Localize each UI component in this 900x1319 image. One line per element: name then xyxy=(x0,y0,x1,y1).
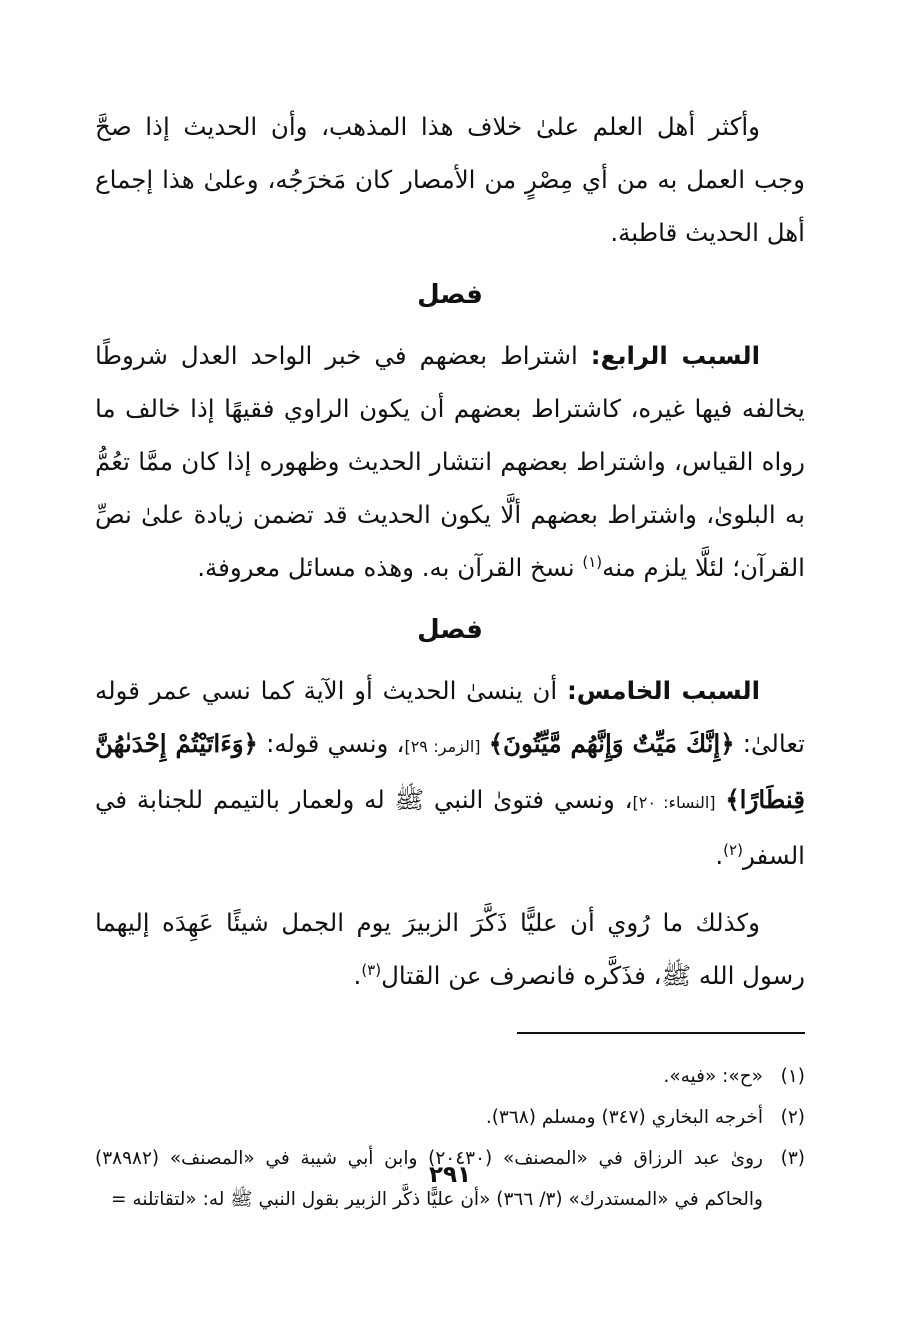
footnote-ref-3[interactable]: (٣) xyxy=(361,961,382,979)
fifth-reason-text-2: ، ونسي قوله: xyxy=(257,729,405,758)
footnote-item xyxy=(95,1097,805,1138)
quran-verse-2: ﴿وَءَاتَيْتُمْ إِحْدَىٰهُنَّ قِنطَارًا﴾ xyxy=(95,729,805,814)
verse-reference-2: [النساء: ٢٠] xyxy=(632,793,716,812)
fifth-reason-text-end: . xyxy=(715,841,724,870)
fifth-reason-text-3: ، ونسي فتوىٰ النبي ﷺ له ولعمار بالتيمم للجنابة في السفر xyxy=(95,785,805,870)
section-heading-1: فصل xyxy=(417,280,483,310)
footnotes-list xyxy=(95,1056,805,1220)
footnote-text: روىٰ عبد الرزاق في «المصنف» (٢٠٤٣٠) وابن أبي شيبة في «المصنف» (٣٨٩٨٢) والحاكم في «المستدرك» (٣/ ٣٦٦) «أن عليًّا ذكَّر الزبير بقول النبي ﷺ له: «لتقاتلنه = xyxy=(95,1148,763,1210)
footnote-number: (١) xyxy=(780,1066,805,1087)
verse-reference-1: [الزمر: ٢٩] xyxy=(404,737,481,756)
fifth-reason-lead: السبب الخامس: xyxy=(566,676,760,705)
ali-zubair-text-end: . xyxy=(353,961,362,990)
fourth-reason-text: اشتراط بعضهم في خبر الواحد العدل شروطًا يخالفه فيها غيره، كاشتراط بعضهم أن يكون الراوي فقيهًا إذا خالف ما رواه القياس، واشتراط بعضهم انتشار الحديث وظهوره إذا كان ممَّا تعُمُّ به البلوىٰ، واشتراط بعضهم ألَّا يكون الحديث قد تضمن زيادة علىٰ نصِّ القرآن؛ لئلَّا يلزم منه xyxy=(95,341,805,582)
fifth-reason-paragraph xyxy=(95,664,805,882)
fourth-reason-text-end: نسخ القرآن به. وهذه مسائل معروفة. xyxy=(197,553,583,582)
quran-verse-1: ﴿إِنَّكَ مَيِّتٌ وَإِنَّهُم مَّيِّتُونَ﴾ xyxy=(488,729,735,758)
section-heading-2: فصل xyxy=(417,615,483,645)
footnote-text: «ح»: «فيه». xyxy=(663,1066,763,1087)
footnote-divider xyxy=(517,1032,805,1034)
book-page xyxy=(95,100,805,1319)
fifth-reason-text: أن ينسىٰ الحديث أو الآية كما نسي عمر قوله تعالىٰ: xyxy=(95,676,805,758)
footnote-ref-2[interactable]: (٢) xyxy=(723,841,743,859)
fourth-reason-paragraph xyxy=(95,329,805,594)
fourth-reason-lead: السبب الرابع: xyxy=(590,341,760,370)
page-number: ٢٩١ xyxy=(428,1162,472,1188)
ali-zubair-text: وكذلك ما رُوي أن عليًّا ذَكَّرَ الزبيرَ يوم الجمل شيئًا عَهِدَه إليهما رسول الله ﷺ، فذَكَّره فانصرف عن القتال xyxy=(95,908,805,990)
footnote-text: أخرجه البخاري (٣٤٧) ومسلم (٣٦٨). xyxy=(485,1107,763,1128)
footnote-number: (٢) xyxy=(780,1107,805,1128)
footnote-item xyxy=(95,1056,805,1097)
opening-paragraph: وأكثر أهل العلم علىٰ خلاف هذا المذهب، وأن الحديث إذا صحَّ وجب العمل به من أي مِصْرٍ من الأمصار كان مَخرَجُه، وعلىٰ هذا إجماع أهل الحديث قاطبة. xyxy=(95,112,805,247)
footnote-ref-1[interactable]: (١) xyxy=(582,553,603,571)
footnote-number: (٣) xyxy=(780,1148,805,1169)
ali-zubair-paragraph xyxy=(95,896,805,1002)
